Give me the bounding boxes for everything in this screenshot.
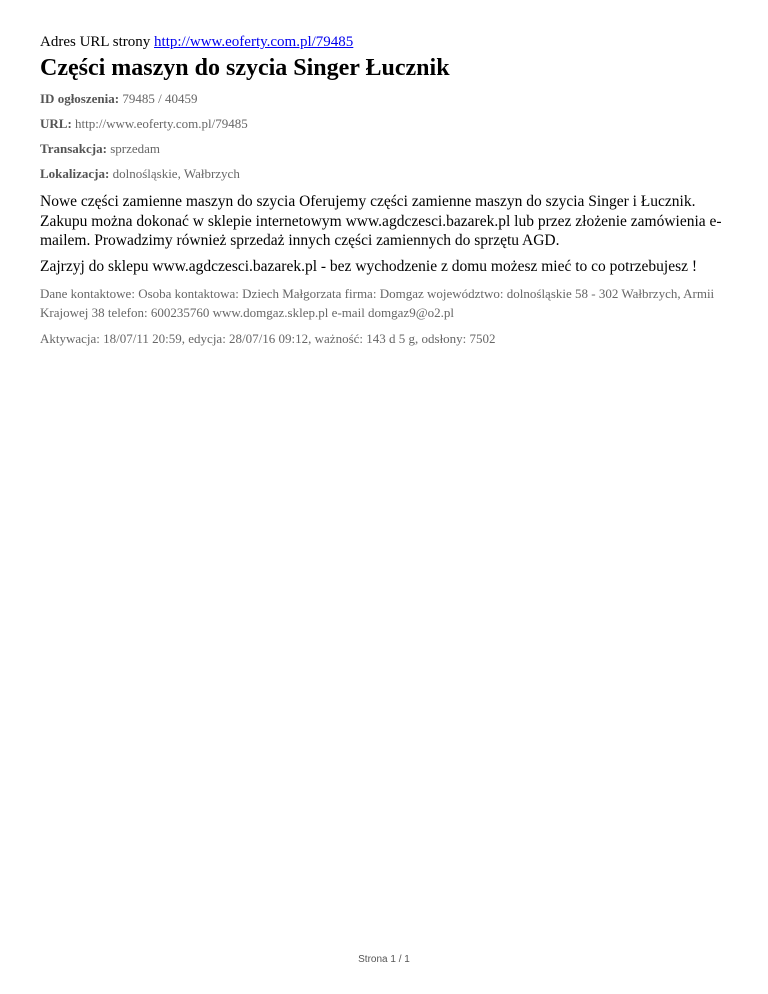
location-row (40, 165, 730, 182)
ad-url-label: URL: (40, 116, 72, 131)
transaction-value: sprzedam (110, 141, 160, 156)
ad-id-value: 79485 / 40459 (122, 91, 198, 106)
ad-description-shop: Zajrzyj do sklepu www.agdczesci.bazarek.pl - bez wychodzenie z domu możesz mieć to co potrzebujesz ! (40, 257, 698, 275)
ad-url-row (40, 115, 730, 132)
page-url-link[interactable]: http://www.eoferty.com.pl/79485 (154, 34, 354, 50)
location-label: Lokalizacja: (40, 166, 110, 181)
location-value: dolnośląskie, Wałbrzych (112, 166, 240, 181)
ad-id-label: ID ogłoszenia: (40, 91, 120, 106)
ad-id-row (40, 90, 730, 107)
ad-url-value: http://www.eoferty.com.pl/79485 (75, 116, 248, 131)
document-page (40, 32, 730, 347)
url-prefix: Adres URL strony (40, 34, 151, 50)
transaction-row (40, 140, 730, 157)
page-number-footer: Strona 1 / 1 (358, 954, 410, 965)
ad-description: Nowe części zamienne maszyn do szycia Oferujemy części zamienne maszyn do szycia Singer i Łucznik. Zakupu można dokonać w sklepie internetowym www.agdczesci.bazarek.pl lub przez złożenie zamówienia e-mailem. Prowadzimy również sprzedaż innych części zamiennych do sprzętu AGD. (40, 193, 722, 249)
page-url-line (40, 32, 730, 52)
contact-details: Dane kontaktowe: Osoba kontaktowa: Dziech Małgorzata firma: Domgaz województwo: dolnośląskie 58 - 302 Wałbrzych, Armii Krajowej 38 telefon: 600235760 www.domgaz.sklep.pl e-mail domgaz9@o2.pl (40, 286, 715, 320)
page-title: Części maszyn do szycia Singer Łucznik (40, 55, 450, 81)
activity-info: Aktywacja: 18/07/11 20:59, edycja: 28/07/16 09:12, ważność: 143 d 5 g, odsłony: 7502 (40, 331, 496, 346)
transaction-label: Transakcja: (40, 141, 107, 156)
